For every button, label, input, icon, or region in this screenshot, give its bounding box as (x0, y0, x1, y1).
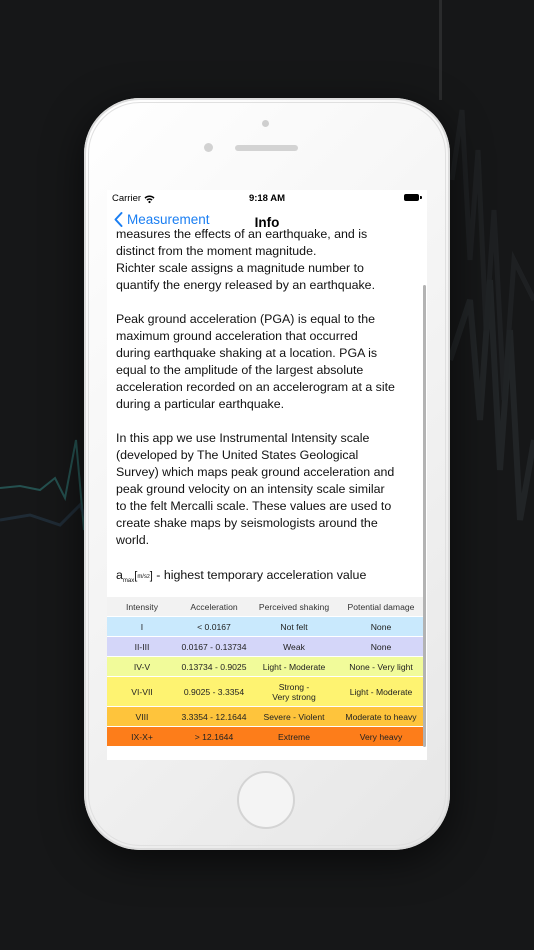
formula-description: - highest temporary acceleration value (152, 568, 367, 582)
cell-intensity: II-III (134, 641, 150, 652)
front-camera (262, 120, 269, 127)
cell-potential-damage: None (370, 641, 392, 652)
column-header: Potential damage (347, 601, 415, 612)
shaking-line: Weak (283, 641, 305, 652)
info-text (116, 227, 416, 598)
text-line: maximum ground acceleration that occurred (116, 329, 358, 343)
cell-acceleration: 0.0167 - 0.13734 (181, 641, 247, 652)
cell-acceleration: < 0.0167 (197, 621, 231, 632)
text-line: create shake maps by seismologists around the (116, 516, 378, 530)
home-button[interactable] (237, 771, 295, 829)
cell-perceived-shaking (251, 622, 337, 632)
cell-potential-damage: Moderate to heavy (345, 711, 417, 722)
shaking-line: Very strong (272, 691, 316, 702)
cell-perceived-shaking (251, 642, 337, 652)
text-line: during earthquake shaking at a location. PGA is (116, 346, 378, 360)
battery-icon (404, 194, 419, 201)
text-line: Richter scale assigns a magnitude number to (116, 261, 364, 275)
text-line: (developed by The United States Geological (116, 448, 359, 462)
paragraph-pga (116, 311, 416, 413)
cell-potential-damage: Light - Moderate (349, 686, 413, 697)
scroll-indicator[interactable] (423, 285, 426, 747)
table-row (107, 677, 425, 707)
cell-intensity: IV-V (133, 661, 151, 672)
shaking-line: Extreme (278, 731, 310, 742)
shaking-line: Severe - Violent (263, 711, 325, 722)
status-bar (107, 190, 427, 206)
shaking-line: Light - Moderate (262, 661, 326, 672)
proximity-sensor (204, 143, 213, 152)
column-header: Perceived shaking (258, 601, 330, 612)
text-line: to the felt Mercalli scale. These values are used to (116, 499, 392, 513)
text-line: during a particular earthquake. (116, 397, 285, 411)
cell-potential-damage: Very heavy (359, 731, 403, 742)
cell-acceleration: > 12.1644 (194, 731, 234, 742)
text-line: quantify the energy released by an earthquake. (116, 278, 376, 292)
text-line: Peak ground acceleration (PGA) is equal to the (116, 312, 375, 326)
page-title: Info (254, 215, 280, 230)
cell-intensity: I (140, 621, 144, 632)
back-button-label: Measurement (127, 212, 210, 227)
table-body (107, 617, 425, 747)
clipped-text-line: measures the effects of an earthquake, and is (116, 227, 368, 241)
cell-potential-damage: None (370, 621, 392, 632)
text-line: Survey) which maps peak ground acceleration and (116, 465, 395, 479)
table-row (107, 707, 425, 727)
cell-perceived-shaking (251, 682, 337, 702)
cell-intensity: VI-VII (131, 686, 153, 697)
column-header: Intensity (125, 601, 158, 612)
formula-unit: m/s (137, 574, 147, 580)
cell-potential-damage: None - Very light (349, 661, 413, 672)
text-line: peak ground velocity on an intensity scale similar (116, 482, 385, 496)
table-row (107, 617, 425, 637)
paragraph-richter (116, 243, 416, 294)
cell-acceleration: 0.13734 - 0.9025 (181, 661, 247, 672)
cell-acceleration: 3.3354 - 12.1644 (181, 711, 247, 722)
table-row (107, 727, 425, 747)
text-line: equal to the amplitude of the largest absolute (116, 363, 364, 377)
text-line: In this app we use Instrumental Intensity scale (116, 431, 370, 445)
cell-acceleration: 0.9025 - 3.3354 (183, 686, 245, 697)
formula-unit-exponent: 2 (146, 574, 150, 580)
formula-symbol: a (116, 568, 123, 582)
shaking-line: Strong - (278, 681, 310, 692)
status-time: 9:18 AM (248, 193, 286, 204)
cell-intensity: VIII (135, 711, 149, 722)
cell-perceived-shaking (251, 662, 337, 672)
formula-subscript: max (122, 578, 135, 584)
text-line: distinct from the moment magnitude. (116, 244, 317, 258)
cell-intensity: IX-X+ (131, 731, 153, 742)
cell-perceived-shaking (251, 732, 337, 742)
intensity-table (107, 597, 425, 747)
table-row (107, 637, 425, 657)
app-screen (107, 190, 427, 760)
table-header-row (107, 597, 425, 617)
paragraph-intensity-scale (116, 430, 416, 549)
carrier-label: Carrier (112, 193, 142, 204)
earpiece-speaker (235, 145, 298, 151)
text-line: acceleration recorded on an accelerogram at a site (116, 380, 395, 394)
cell-perceived-shaking (251, 712, 337, 722)
table-row (107, 657, 425, 677)
column-header: Acceleration (190, 601, 238, 612)
text-line: world. (116, 533, 150, 547)
shaking-line: Not felt (280, 621, 308, 632)
acceleration-formula: $a_{max}[m/s^2]$ - highest temporary acceleration value (116, 568, 367, 584)
